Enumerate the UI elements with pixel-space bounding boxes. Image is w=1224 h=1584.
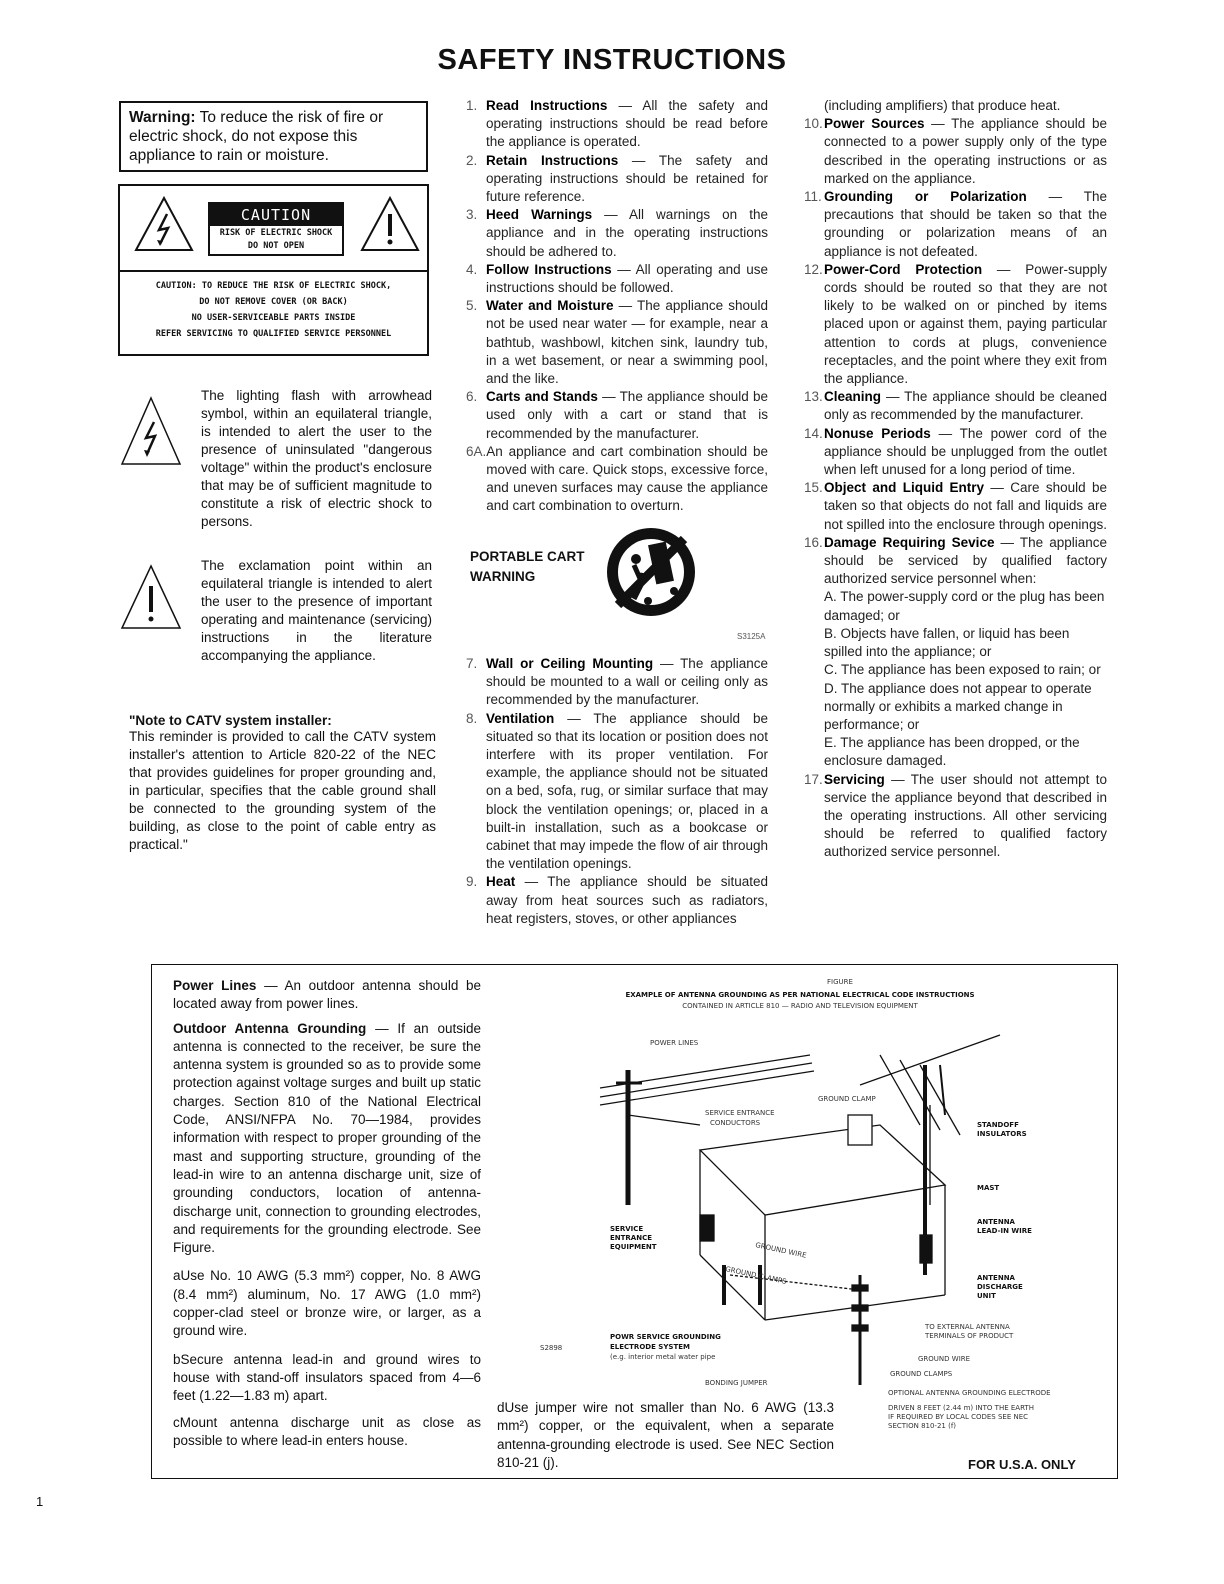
figure-code: S2898 — [540, 1344, 563, 1352]
power-lines-para — [173, 977, 481, 1014]
instruction-text: (including amplifiers) that produce heat. — [824, 98, 1061, 113]
service-equipment-label-2: ENTRANCE — [610, 1234, 652, 1242]
optional-electrode-label-2: DRIVEN 8 FEET (2.44 m) INTO THE EARTH — [888, 1404, 1034, 1412]
instruction-number: 1. — [466, 98, 478, 113]
power-lines-label: POWER LINES — [650, 1039, 699, 1047]
instruction-item — [466, 388, 768, 443]
catv-note-text: This reminder is provided to call the CATV system installer's attention to Article 820-22 of the NEC that provides guidelines for proper grounding and, in particular, specifies that the cable ground shall be connected to the grounding system of the building, as close to the point of cable entry as practical." — [129, 729, 436, 852]
instruction-body — [824, 479, 1107, 534]
instruction-body — [486, 97, 768, 152]
caution-text — [120, 278, 427, 342]
instruction-title: Grounding or Polarization — [824, 189, 1027, 205]
instruction-text: — The user should not attempt to service the appliance beyond that described in the operating instructions. All other servicing should be referred to qualified factory authorized service personnel. — [824, 771, 1107, 860]
instruction-body — [486, 710, 768, 874]
instruction-text: — The appliance should be connected to a power supply only of the type described in the operating instructions or as marked on the appliance. — [824, 116, 1107, 186]
instruction-title: Power-Cord Protection — [824, 261, 983, 277]
instruction-title: Nonuse Periods — [824, 425, 931, 441]
instruction-text: — The safety and operating instructions should be retained for future reference. — [486, 152, 768, 205]
caution-line-3: NO USER-SERVICEABLE PARTS INSIDE — [191, 313, 356, 323]
instruction-number: 3. — [466, 207, 478, 223]
instruction-body — [824, 261, 1107, 388]
instruction-text: — All operating and use instructions should be followed. — [486, 261, 768, 296]
instruction-item — [466, 710, 768, 874]
optional-electrode-notes — [888, 1404, 1034, 1431]
instruction-number: 16. — [804, 534, 823, 550]
optional-electrode-label-1: OPTIONAL ANTENNA GROUNDING ELECTRODE — [888, 1389, 1051, 1395]
ground-wire-label: GROUND WIRE — [754, 1241, 808, 1260]
instruction-text: — The power cord of the appliance should be unplugged from the outlet when left unused for a long period of time. — [824, 425, 1107, 478]
instruction-number: 10. — [804, 116, 823, 132]
lightning-triangle-icon — [120, 394, 182, 468]
optional-electrode-label-3: IF REQUIRED BY LOCAL CODES SEE NEC — [888, 1413, 1029, 1421]
instruction-number: 14. — [804, 425, 823, 441]
instruction-text: — Power-supply cords should be routed so that they are not likely to be walked on or pinched by items placed upon or against them, paying particular attention to cords at plugs, convenience receptacles, and the point where they exit from the appliance. — [824, 261, 1107, 387]
discharge-label-3: UNIT — [977, 1292, 996, 1300]
instruction-body — [486, 388, 768, 443]
figure-label: FIGURE — [827, 978, 853, 986]
instruction-number: 12. — [804, 261, 823, 277]
instruction-title: Damage Requiring Sevice — [824, 534, 995, 550]
instruction-item — [804, 388, 1107, 424]
antenna-leadin-label-2: LEAD-IN WIRE — [977, 1227, 1032, 1235]
exclamation-triangle-icon — [120, 562, 182, 632]
power-service-label-3: (e.g. interior metal water pipe — [610, 1353, 716, 1361]
power-service-label-1: POWR SERVICE GROUNDING — [610, 1333, 721, 1341]
instruction-item — [466, 655, 768, 710]
power-lines-title: Power Lines — [173, 978, 257, 993]
caution-line-4: REFER SERVICING TO QUALIFIED SERVICE PERSONNEL — [155, 329, 392, 339]
instruction-text: — The appliance should be situated away from heat sources such as radiators, heat registers, stoves, or other appliances — [486, 874, 768, 926]
page-number: 1 — [36, 1494, 44, 1509]
instruction-text: — All the safety and operating instructions should be read before the appliance is operated. — [486, 98, 768, 150]
instruction-title: Wall or Ceiling Mounting — [486, 656, 654, 671]
to-external-label-2: TERMINALS OF PRODUCT — [925, 1332, 1014, 1340]
caution-sub1: RISK OF ELECTRIC SHOCK — [219, 228, 333, 238]
figure-caption-2: CONTAINED IN ARTICLE 810 — RADIO AND TELEVISION EQUIPMENT — [682, 1002, 918, 1010]
instruction-text: — All warnings on the appliance and in the operating instructions should be adhered to. — [486, 207, 769, 259]
caution-label — [208, 202, 344, 256]
exclamation-symbol-text: The exclamation point within an equilateral triangle is intended to alert the user to the presence of important operating and maintenance (servicing) instructions in the literature accompanying the appliance. — [201, 558, 432, 663]
instruction-title: Water and Moisture — [486, 298, 614, 314]
instruction-body — [824, 97, 1107, 115]
instruction-title: Carts and Stands — [486, 389, 598, 405]
instruction-text: — Care should be taken so that objects do not fall and liquids are not spilled into the enclosure through openings. — [824, 480, 1107, 532]
service-entrance-label: SERVICE ENTRANCE — [705, 1109, 775, 1117]
instruction-body — [486, 261, 768, 297]
instruction-title: Heat — [486, 874, 516, 890]
figure-caption-1: EXAMPLE OF ANTENNA GROUNDING AS PER NATIONAL ELECTRICAL CODE INSTRUCTIONS — [625, 991, 975, 999]
standoff-label: STANDOFF — [977, 1121, 1019, 1129]
caution-box — [118, 184, 429, 356]
instruction-item — [804, 261, 1107, 388]
instruction-number: 13. — [804, 389, 823, 405]
cart-label-2: WARNING — [470, 569, 536, 584]
instruction-text: — The appliance should be situated so that its location or position does not interfere with its proper ventilation. For example, the appliance should not be situated on a bed, sofa, rug, or similar surface that may block the ventilation openings; or, placed in a built-in installation, such as a bookcase or cabinet that may impede the flow of air through the ventilation openings. — [486, 710, 768, 872]
instruction-item — [466, 261, 768, 297]
damage-item: B. Objects have fallen, or liquid has been spilled into the appliance; or — [824, 625, 1070, 660]
instruction-number: 11. — [804, 189, 822, 205]
instruction-text: An appliance and cart combination should be moved with care. Quick stops, excessive force, and uneven surfaces may cause the appliance and cart combination to overturn. — [486, 443, 768, 514]
instruction-body — [486, 443, 768, 516]
instruction-number: 9. — [466, 874, 478, 890]
instruction-title: Cleaning — [824, 389, 882, 405]
discharge-label-1: ANTENNA — [977, 1274, 1015, 1282]
for-usa-only: FOR U.S.A. ONLY — [968, 1457, 1076, 1472]
instruction-body — [486, 655, 768, 710]
instruction-title: Servicing — [824, 771, 885, 787]
instruction-item — [804, 534, 1107, 589]
catv-note — [129, 713, 436, 854]
instruction-body — [824, 425, 1107, 480]
instruction-item — [804, 771, 1107, 862]
service-equipment-label-1: SERVICE — [610, 1225, 644, 1233]
note-d: dUse jumper wire not smaller than No. 6 AWG (13.3 mm²) copper, or the equivalent, when a separate antenna-grounding electrode is used. See NEC Section 810-21 (j). — [497, 1400, 834, 1470]
instruction-item — [804, 97, 1107, 115]
instruction-title: Ventilation — [486, 710, 555, 726]
damage-item: C. The appliance has been exposed to rain; or — [824, 662, 1101, 678]
warning-label: Warning: — [129, 109, 196, 126]
caution-line-2: DO NOT REMOVE COVER (OR BACK) — [199, 297, 348, 307]
instruction-number: 17. — [804, 771, 823, 787]
bonding-jumper-label: BONDING JUMPER — [705, 1379, 768, 1387]
ground-wire-label-2: GROUND WIRE — [918, 1355, 971, 1363]
mast-label: MAST — [977, 1184, 1000, 1192]
service-equipment-label-3: EQUIPMENT — [610, 1243, 657, 1251]
power-lines-text: — An outdoor antenna should be located away from power lines. — [173, 978, 482, 1012]
caution-line-1: CAUTION: TO REDUCE THE RISK OF ELECTRIC SHOCK, — [155, 281, 392, 291]
catv-note-title: "Note to CATV system installer: — [129, 713, 332, 728]
caution-heading: CAUTION — [210, 204, 342, 226]
power-service-label-2: ELECTRODE SYSTEM — [610, 1343, 690, 1351]
instruction-title: Object and Liquid Entry — [824, 480, 985, 496]
instruction-body — [824, 771, 1107, 862]
instruction-body — [486, 873, 768, 928]
instruction-number: 7. — [466, 656, 478, 671]
instruction-item — [466, 297, 768, 388]
instruction-item — [804, 115, 1107, 188]
instruction-item — [804, 479, 1107, 534]
instructions-mid-list — [466, 97, 768, 516]
instruction-text: — The appliance should not be used near water — for example, near a bathtub, washbowl, kitchen sink, laundry tub, in a wet basement, or near a swimming pool, and the like. — [486, 298, 769, 387]
insulators-label: INSULATORS — [977, 1130, 1027, 1138]
instruction-item — [466, 873, 768, 928]
discharge-label-2: DISCHARGE — [977, 1283, 1023, 1291]
note-a: aUse No. 10 AWG (5.3 mm²) copper, No. 8 AWG (8.4 mm²) aluminum, No. 17 AWG (1.0 mm²) copper-clad steel or bronze wire, or larger, as a ground wire. — [173, 1268, 481, 1339]
instruction-body — [486, 152, 768, 207]
grounding-para — [173, 1020, 481, 1258]
note-c: cMount antenna discharge unit as close as possible to where lead-in enters house. — [173, 1414, 481, 1448]
page-title: SAFETY INSTRUCTIONS — [437, 44, 787, 76]
antenna-leadin-label-1: ANTENNA — [977, 1218, 1015, 1226]
instruction-number: 8. — [466, 710, 478, 726]
instruction-text: — The precautions that should be taken so that the grounding or polarization means of an appliance is not defeated. — [824, 189, 1107, 259]
optional-electrode-label-4: SECTION 810-21 (f) — [888, 1422, 957, 1430]
house-drawing — [700, 1115, 945, 1320]
antenna-grounding-figure — [500, 975, 1110, 1395]
instruction-number: 15. — [804, 480, 823, 496]
instruction-title: Heed Warnings — [486, 207, 593, 223]
instruction-body — [824, 534, 1107, 589]
grounding-title: Outdoor Antenna Grounding — [173, 1020, 367, 1036]
caution-sub2: DO NOT OPEN — [247, 241, 305, 251]
instruction-item — [466, 152, 768, 207]
instruction-item — [804, 425, 1107, 480]
instruction-number: 2. — [466, 152, 478, 168]
instruction-body — [824, 388, 1107, 424]
warning-text: To reduce the risk of fire or electric shock, do not expose this appliance to rain or moisture. — [129, 109, 384, 164]
cart-code: S3125A — [737, 632, 766, 641]
warning-box — [119, 101, 428, 172]
lightning-triangle-icon — [134, 196, 194, 252]
instruction-item — [466, 443, 768, 516]
instruction-text: — The appliance should be used only with a cart or stand that is recommended by the manufacturer. — [486, 389, 768, 441]
exclamation-triangle-icon — [360, 196, 420, 252]
instruction-title: Follow Instructions — [486, 261, 612, 277]
ground-clamps-label-2: GROUND CLAMPS — [890, 1370, 953, 1378]
instruction-title: Power Sources — [824, 116, 925, 132]
instruction-item — [466, 97, 768, 152]
instruction-body — [486, 206, 768, 261]
instructions-mid-list-2 — [466, 655, 768, 928]
flash-symbol-text: The lighting flash with arrowhead symbol, within an equilateral triangle, is intended to alert the user to the presence of uninsulated "dangerous voltage" within the product's enclosure that may be of sufficient magnitude to constitute a risk of electric shock to persons. — [201, 388, 432, 529]
cart-label-1: PORTABLE CART — [470, 549, 585, 564]
portable-cart-warning — [470, 547, 585, 587]
damage-item: E. The appliance has been dropped, or the enclosure damaged. — [824, 735, 1080, 769]
instruction-number — [804, 97, 824, 115]
ground-clamp-label: GROUND CLAMP — [818, 1095, 876, 1103]
instruction-item — [804, 188, 1107, 261]
portable-cart-icon — [604, 525, 698, 619]
ground-clamps-label: GROUND CLAMPS — [724, 1265, 788, 1286]
damage-item: D. The appliance does not appear to operate normally or exhibits a marked change in performance; or — [824, 680, 1092, 732]
instruction-body — [824, 188, 1107, 261]
instruction-title: Read Instructions — [486, 98, 608, 113]
instruction-text: — The appliance should be serviced by qualified factory authorized service personnel when: — [824, 534, 1108, 587]
instruction-number: 6A. — [466, 443, 487, 459]
instructions-right-list — [804, 97, 1107, 862]
instruction-body — [486, 297, 768, 388]
instruction-number: 4. — [466, 261, 478, 277]
damage-item: A. The power-supply cord or the plug has been damaged; or — [824, 589, 1105, 623]
antenna-text-column — [173, 977, 481, 1450]
conductors-label: CONDUCTORS — [710, 1119, 761, 1127]
instruction-text: — The appliance should be mounted to a wall or ceiling only as recommended by the manufacturer. — [486, 656, 768, 708]
instruction-number: 5. — [466, 298, 478, 314]
to-external-label-1: TO EXTERNAL ANTENNA — [925, 1323, 1010, 1331]
instruction-text: — The appliance should be cleaned only as recommended by the manufacturer. — [824, 389, 1107, 423]
note-b: bSecure antenna lead-in and ground wires to house with stand-off insulators spaced from 4—6 feet (1.22—1.83 m) apart. — [173, 1351, 481, 1404]
instruction-number: 6. — [466, 389, 478, 405]
instruction-title: Retain Instructions — [486, 152, 619, 168]
instruction-body — [824, 115, 1107, 188]
grounding-text: — If an outside antenna is connected to the receiver, be sure the antenna system is grounded so as to provide some protection against voltage surges and built up static charges. Section 810 of the National Electrical Code, ANSI/NFPA No. 70—1984, provides information with respect to proper grounding of the mast and supporting structure, grounding of the lead-in wire to an antenna discharge unit, size of grounding conductors, location of antenna-discharge unit, connection to grounding electrodes, and requirements for the grounding electrode. See Figure. — [173, 1020, 481, 1256]
instruction-item — [466, 206, 768, 261]
